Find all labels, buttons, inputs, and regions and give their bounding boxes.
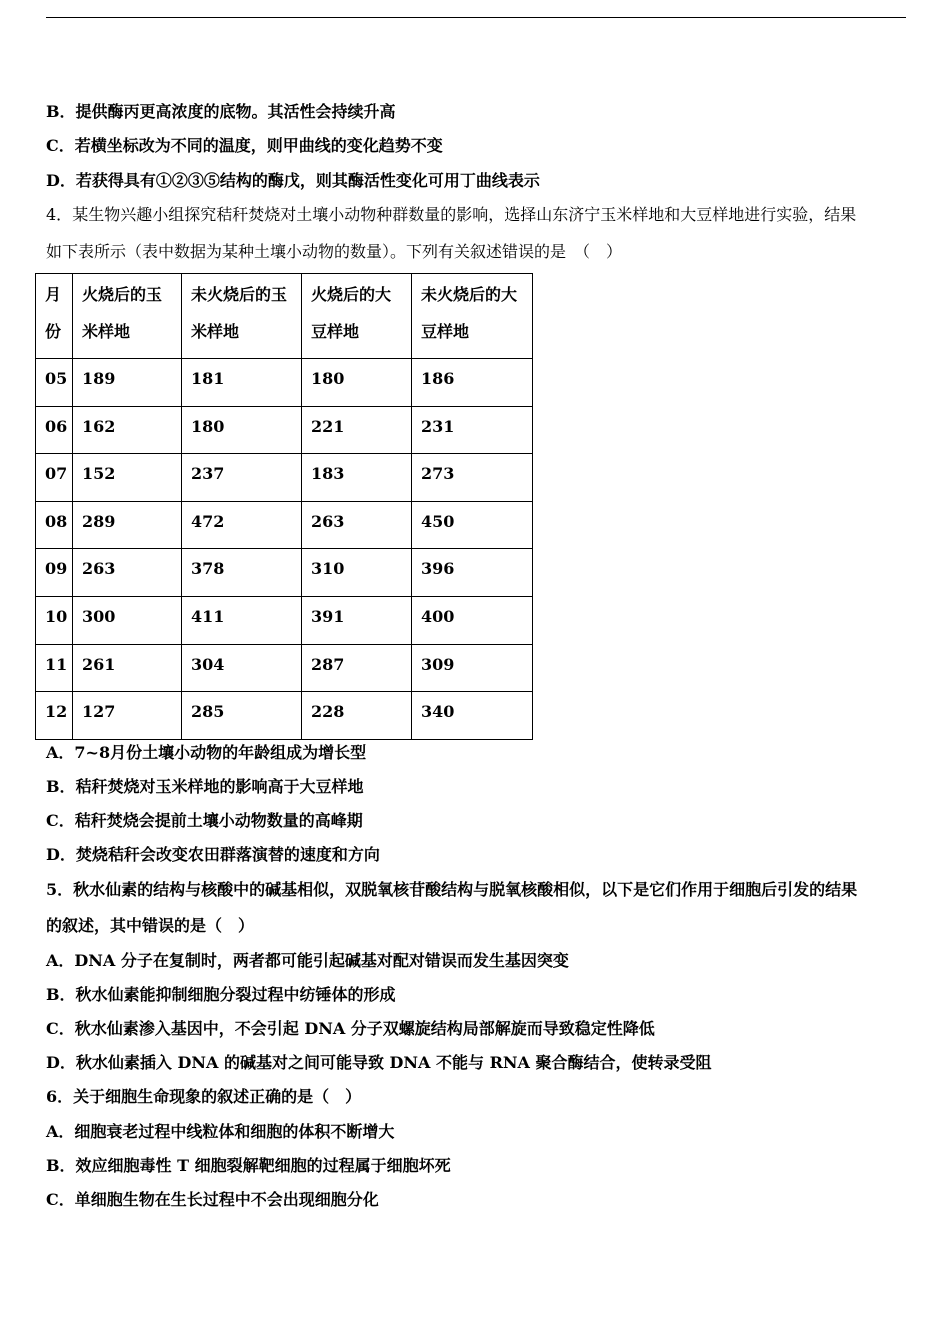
q4-option-b: B．秸秆焚烧对玉米样地的影响高于大豆样地 xyxy=(46,777,364,796)
table-cell: 310 xyxy=(302,549,412,597)
table-cell: 189 xyxy=(73,359,182,407)
table-cell: 10 xyxy=(36,596,73,644)
table-cell: 237 xyxy=(182,454,302,502)
table-cell: 186 xyxy=(412,359,533,407)
q5-option-d: D．秋水仙素插入 DNA 的碱基对之间可能导致 DNA 不能与 RNA 聚合酶结合，使转录受阻 xyxy=(46,1053,712,1072)
header-unburned-soybean: 未火烧后的大 豆样地 xyxy=(412,274,533,359)
q6-option-b: B．效应细胞毒性 T 细胞裂解靶细胞的过程属于细胞坏死 xyxy=(46,1156,451,1175)
header-rule xyxy=(46,17,906,18)
prev-option-c: C．若横坐标改为不同的温度，则甲曲线的变化趋势不变 xyxy=(46,136,443,155)
table-cell: 400 xyxy=(412,596,533,644)
q5-option-b: B．秋水仙素能抑制细胞分裂过程中纺锤体的形成 xyxy=(46,985,396,1004)
table-cell: 181 xyxy=(182,359,302,407)
table-cell: 285 xyxy=(182,692,302,740)
table-cell: 289 xyxy=(73,501,182,549)
table-cell: 273 xyxy=(412,454,533,502)
table-row xyxy=(36,406,533,454)
q4-option-c: C．秸秆焚烧会提前土壤小动物数量的高峰期 xyxy=(46,811,363,830)
prev-option-b: B．提供酶丙更高浓度的底物。其活性会持续升高 xyxy=(46,102,396,121)
table-cell: 391 xyxy=(302,596,412,644)
header-burned-corn: 火烧后的玉 米样地 xyxy=(73,274,182,359)
table-cell: 162 xyxy=(73,406,182,454)
table-cell: 228 xyxy=(302,692,412,740)
table-row xyxy=(36,359,533,407)
table-cell: 309 xyxy=(412,644,533,692)
table-cell: 300 xyxy=(73,596,182,644)
table-cell: 472 xyxy=(182,501,302,549)
table-cell: 06 xyxy=(36,406,73,454)
table-row xyxy=(36,692,533,740)
table-cell: 127 xyxy=(73,692,182,740)
table-cell: 378 xyxy=(182,549,302,597)
table-cell: 05 xyxy=(36,359,73,407)
q4-option-d: D．焚烧秸秆会改变农田群落演替的速度和方向 xyxy=(46,845,380,864)
table-cell: 231 xyxy=(412,406,533,454)
header-burned-soybean: 火烧后的大 豆样地 xyxy=(302,274,412,359)
q5-stem-line2: 的叙述，其中错误的是（ ） xyxy=(46,916,255,935)
q6-stem: 6．关于细胞生命现象的叙述正确的是（ ） xyxy=(46,1087,362,1106)
q5-option-c: C．秋水仙素渗入基因中，不会引起 DNA 分子双螺旋结构局部解旋而导致稳定性降低 xyxy=(46,1019,655,1038)
table-row xyxy=(36,454,533,502)
table-row xyxy=(36,644,533,692)
table-cell: 07 xyxy=(36,454,73,502)
table-row xyxy=(36,549,533,597)
q5-stem-line1: 5．秋水仙素的结构与核酸中的碱基相似，双脱氧核苷酸结构与脱氧核酸相似，以下是它们作用于细胞后引发的结果 xyxy=(46,880,858,899)
table-cell: 180 xyxy=(302,359,412,407)
table-cell: 180 xyxy=(182,406,302,454)
table-cell: 411 xyxy=(182,596,302,644)
table-row xyxy=(36,501,533,549)
table-cell: 263 xyxy=(73,549,182,597)
table-row xyxy=(36,596,533,644)
table-cell: 09 xyxy=(36,549,73,597)
table-cell: 261 xyxy=(73,644,182,692)
table-cell: 304 xyxy=(182,644,302,692)
table-cell: 152 xyxy=(73,454,182,502)
q4-option-a: A．7~8月份土壤小动物的年龄组成为增长型 xyxy=(46,743,367,762)
q6-option-c: C．单细胞生物在生长过程中不会出现细胞分化 xyxy=(46,1190,379,1209)
table-cell: 450 xyxy=(412,501,533,549)
header-unburned-corn: 未火烧后的玉 米样地 xyxy=(182,274,302,359)
table-cell: 287 xyxy=(302,644,412,692)
table-cell: 263 xyxy=(302,501,412,549)
prev-option-d: D．若获得具有①②③⑤结构的酶戊，则其酶活性变化可用丁曲线表示 xyxy=(46,171,540,190)
table-cell: 221 xyxy=(302,406,412,454)
q4-stem-line1: 4．某生物兴趣小组探究秸秆焚烧对土壤小动物种群数量的影响，选择山东济宁玉米样地和大豆样地进行实验，结果 xyxy=(46,205,857,224)
table-cell: 12 xyxy=(36,692,73,740)
table-cell: 11 xyxy=(36,644,73,692)
table-cell: 340 xyxy=(412,692,533,740)
table-cell: 396 xyxy=(412,549,533,597)
table-cell: 183 xyxy=(302,454,412,502)
table-header-row xyxy=(36,274,533,359)
header-month: 月 份 xyxy=(36,274,73,359)
q4-stem-line2: 如下表所示（表中数据为某种土壤小动物的数量）。下列有关叙述错误的是 （ ） xyxy=(46,242,623,261)
q5-option-a: A．DNA 分子在复制时，两者都可能引起碱基对配对错误而发生基因突变 xyxy=(46,951,569,970)
q6-option-a: A．细胞衰老过程中线粒体和细胞的体积不断增大 xyxy=(46,1122,395,1141)
q4-data-table xyxy=(35,273,533,740)
table-cell: 08 xyxy=(36,501,73,549)
